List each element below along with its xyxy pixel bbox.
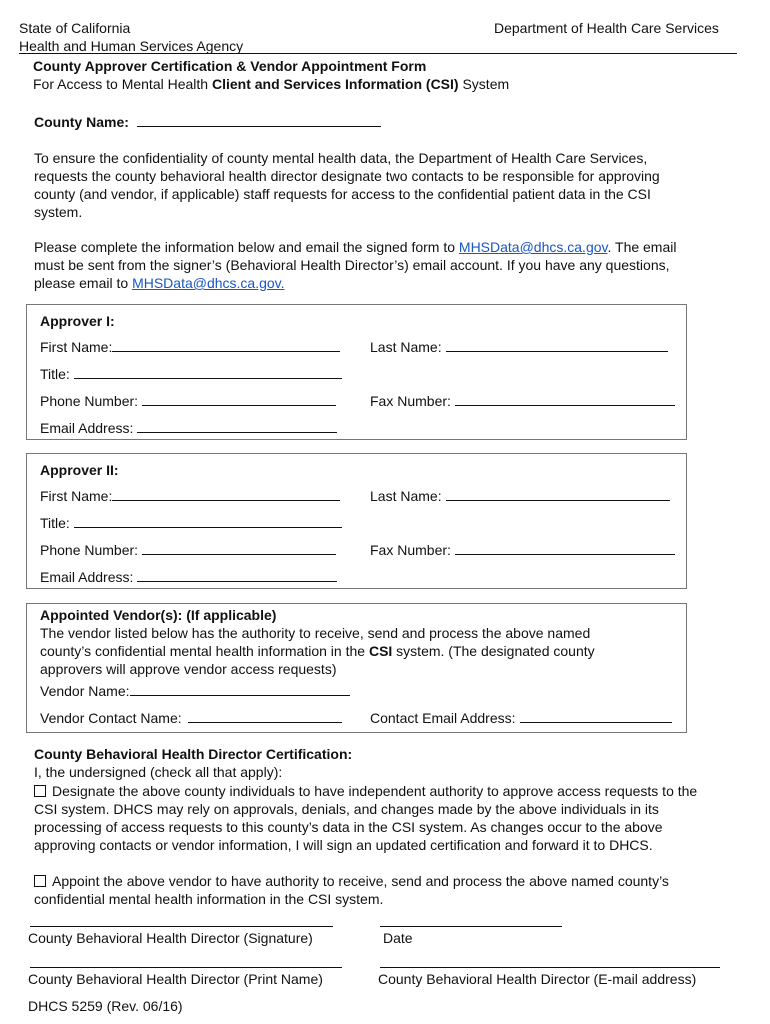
certification-intro: I, the undersigned (check all that apply):	[34, 764, 283, 780]
form-subtitle: For Access to Mental Health Client and Services Information (CSI) System	[33, 76, 510, 92]
designate-checkbox[interactable]	[34, 785, 46, 797]
approver-1-heading: Approver I:	[40, 313, 115, 329]
vendor-contact-field[interactable]: Vendor Contact Name:	[40, 709, 342, 727]
signature-label: County Behavioral Health Director (Signature)	[28, 930, 313, 946]
date-label: Date	[383, 930, 413, 946]
vendor-description: The vendor listed below has the authority to receive, send and process the above named county’s confidential mental health information in the CSI system. (The designated county approvers will approve vendor access requests)	[40, 625, 595, 677]
print-name-label: County Behavioral Health Director (Print Name)	[28, 971, 323, 987]
approver-2-phone[interactable]: Phone Number:	[40, 541, 336, 559]
form-number: DHCS 5259 (Rev. 06/16)	[28, 998, 183, 1014]
approver-2-fax[interactable]: Fax Number:	[370, 541, 675, 559]
approver-2-first-name[interactable]: First Name:	[40, 487, 340, 505]
header-rule	[19, 53, 737, 54]
print-name-line[interactable]	[30, 967, 342, 968]
approver-1-title[interactable]: Title:	[40, 365, 342, 383]
designate-option: Designate the above county individuals to have independent authority to approve access requests to the CSI system. DHCS may rely on approvals, denials, and changes made by the above individuals in its processing of access requests to this county’s data in the CSI system. As changes occur to the above approving contacts or vendor information, I will sign an updated certification and forward it to DHCS.	[34, 783, 698, 853]
approver-2-heading: Approver II:	[40, 462, 119, 478]
approver-2-title[interactable]: Title:	[40, 514, 342, 532]
appoint-option: Appoint the above vendor to have authority to receive, send and process the above named county’s confidential mental health information in the CSI system.	[34, 873, 669, 907]
approver-1-last-name[interactable]: Last Name:	[370, 338, 668, 356]
approver-1-phone[interactable]: Phone Number:	[40, 392, 336, 410]
approver-2-last-name[interactable]: Last Name:	[370, 487, 670, 505]
email-link-2[interactable]: MHSData@dhcs.ca.gov.	[132, 275, 285, 291]
vendor-heading: Appointed Vendor(s): (If applicable)	[40, 607, 277, 623]
intro-paragraph: To ensure the confidentiality of county mental health data, the Department of Health Care Services, requests the county behavioral health director designate two contacts to be responsible for approving county (and vendor, if applicable) staff requests for access to the confidential patient data in the CSI system.	[34, 150, 660, 220]
vendor-name-field[interactable]: Vendor Name:	[40, 682, 350, 700]
agency-state: State of California	[19, 20, 131, 36]
certification-heading: County Behavioral Health Director Certification:	[34, 746, 353, 762]
approver-1-first-name[interactable]: First Name:	[40, 338, 340, 356]
department-name: Department of Health Care Services	[494, 20, 719, 36]
date-line[interactable]	[380, 926, 562, 927]
email-address-line[interactable]	[380, 967, 720, 968]
approver-1-email[interactable]: Email Address:	[40, 419, 337, 437]
county-name-label: County Name:	[34, 114, 129, 130]
instructions-paragraph: Please complete the information below and email the signed form to MHSData@dhcs.ca.gov. The email must be sent from the signer’s (Behavioral Health Director’s) email account. If you have any questions, please email to MHSData@dhcs.ca.gov.	[34, 239, 677, 291]
email-address-label: County Behavioral Health Director (E-mail address)	[378, 971, 697, 987]
approver-2-email[interactable]: Email Address:	[40, 568, 337, 586]
approver-1-fax[interactable]: Fax Number:	[370, 392, 675, 410]
form-title: County Approver Certification & Vendor Appointment Form	[33, 58, 427, 74]
county-name-line[interactable]	[137, 113, 381, 127]
county-name-field[interactable]	[34, 113, 381, 131]
signature-line[interactable]	[30, 926, 333, 927]
email-link[interactable]: MHSData@dhcs.ca.gov	[458, 239, 608, 255]
agency-name: Health and Human Services Agency	[19, 38, 244, 54]
appoint-checkbox[interactable]	[34, 875, 46, 887]
contact-email-field[interactable]: Contact Email Address:	[370, 709, 672, 727]
